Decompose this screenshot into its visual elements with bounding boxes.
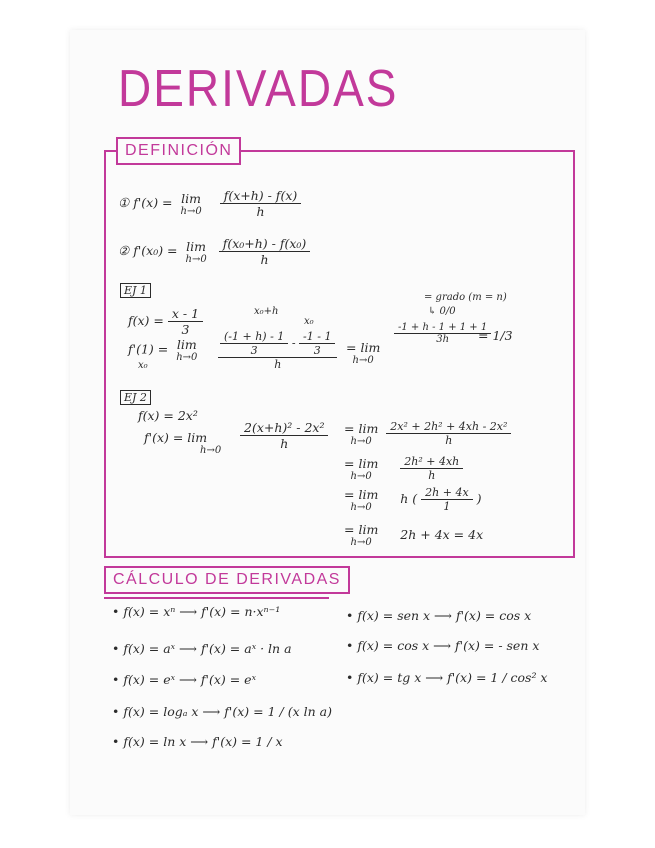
step-1-fraction xyxy=(386,420,511,447)
fraction-denominator: 1 xyxy=(443,500,451,513)
limit-sub: h→0 xyxy=(350,537,372,548)
derivative-lhs: f'(1) = xyxy=(128,341,169,357)
term-1 xyxy=(220,330,288,357)
definition-1-fraction xyxy=(220,188,302,219)
definition-1-lhs: f'(x) = xyxy=(133,195,173,210)
limit-word: f'(x) = lim xyxy=(144,430,208,445)
example-1-big-fraction xyxy=(218,330,337,371)
derivative-rule-tan: • f(x) = tg x ⟶ f'(x) = 1 / cos² x xyxy=(346,670,548,685)
step-2-fraction xyxy=(400,455,463,482)
derivative-rule-ln: • f(x) = ln x ⟶ f'(x) = 1 / x xyxy=(112,734,283,749)
big-fraction xyxy=(218,330,337,371)
limit-sub: h→0 xyxy=(176,352,198,363)
term-1-denominator: 3 xyxy=(250,344,258,357)
example-2-function: f(x) = 2x² xyxy=(138,408,198,423)
big-fraction-denominator: h xyxy=(274,358,282,371)
fraction-denominator: 3h xyxy=(436,334,450,345)
definition-2 xyxy=(118,236,310,267)
fraction-numerator: 2(x+h)² - 2x² xyxy=(240,420,328,436)
definition-label: DEFINICIÓN xyxy=(116,137,241,165)
function-fraction xyxy=(168,306,203,337)
derivative-rule-exponential: • f(x) = aˣ ⟶ f'(x) = aˣ · ln a xyxy=(112,641,292,656)
fraction-denominator: h xyxy=(260,252,269,267)
fraction-numerator: 2h² + 4xh xyxy=(400,455,463,469)
definition-1-limit xyxy=(181,191,202,217)
example-2-step-3 xyxy=(340,486,482,513)
step-4-expression: 2h + 4x = 4x xyxy=(400,526,484,542)
term-2 xyxy=(299,330,335,357)
definition-2-limit xyxy=(186,239,207,265)
step-3-prefix: h ( xyxy=(400,491,418,506)
limit-word: = lim xyxy=(344,455,379,471)
example-2-step-1 xyxy=(340,420,511,447)
example-2-step-2 xyxy=(340,455,463,482)
limit-sub: h→0 xyxy=(200,445,222,456)
example-2-derivative xyxy=(140,430,225,456)
example-1-function xyxy=(128,306,203,337)
limit-sub: h→0 xyxy=(350,470,372,482)
definition-1 xyxy=(118,188,301,219)
definition-2-lhs: f'(x₀) = xyxy=(133,243,178,258)
fraction-denominator: h xyxy=(445,434,453,447)
example-1-limit xyxy=(176,337,197,363)
example-1-result-fraction xyxy=(394,322,491,345)
fraction-numerator: 2h + 4x xyxy=(421,486,473,500)
limit-sub: h→0 xyxy=(180,205,202,217)
derivative-rule-power: • f(x) = xⁿ ⟶ f'(x) = n·xⁿ⁻¹ xyxy=(112,604,281,619)
limit-word: = lim xyxy=(344,522,379,537)
indeterminate-note: ↳ 0/0 xyxy=(428,306,456,317)
definition-1-number: ① xyxy=(118,195,130,210)
fraction-numerator: f(x₀+h) - f(x₀) xyxy=(219,236,311,252)
note-x0: x₀ xyxy=(304,316,314,327)
limit-sub: h→0 xyxy=(350,435,372,447)
note-x0-plus-h: x₀+h xyxy=(254,306,279,317)
limit-sub: h→0 xyxy=(352,355,374,366)
example-1-limit-2 xyxy=(342,340,384,366)
example-2-step-0 xyxy=(240,420,328,451)
fraction-denominator: h xyxy=(428,469,436,482)
limit-2 xyxy=(346,340,380,366)
step-4-limit xyxy=(344,522,378,548)
result-fraction xyxy=(394,322,491,345)
step-3-fraction xyxy=(421,486,473,513)
fraction-numerator: x - 1 xyxy=(168,306,203,322)
definition-2-number: ② xyxy=(118,243,130,258)
derivative-rule-log: • f(x) = logₐ x ⟶ f'(x) = 1 / (x ln a) xyxy=(112,704,332,719)
limit-word: = lim xyxy=(346,340,381,355)
term-2-numerator: -1 - 1 xyxy=(299,330,335,344)
example-1-tag: EJ 1 xyxy=(120,283,151,298)
fraction-denominator: h xyxy=(280,436,289,451)
big-fraction-numerator xyxy=(218,330,337,358)
step-1-limit xyxy=(344,421,378,447)
example-1-final: = 1/3 xyxy=(478,328,513,343)
limit-word: lim xyxy=(186,238,207,254)
fraction-denominator: h xyxy=(256,204,265,219)
derivative-rule-sin: • f(x) = sen x ⟶ f'(x) = cos x xyxy=(346,608,532,623)
step-3-limit xyxy=(344,487,378,513)
example-2-limit xyxy=(144,430,221,456)
definition-2-fraction xyxy=(219,236,311,267)
term-1-numerator: (-1 + h) - 1 xyxy=(220,330,288,344)
calculo-underline xyxy=(104,597,329,599)
limit-word: = lim xyxy=(344,486,379,502)
step-0-fraction xyxy=(240,420,328,451)
fraction-numerator: -1 + h - 1 + 1 + 1 xyxy=(394,322,491,334)
limit-word: lim xyxy=(176,337,197,352)
limit-word: = lim xyxy=(344,420,379,436)
grade-note: = grado (m = n) xyxy=(424,292,507,303)
note-x0-bottom: x₀ xyxy=(138,360,148,371)
step-3-close: ) xyxy=(476,491,482,506)
calculo-label: CÁLCULO DE DERIVADAS xyxy=(104,566,350,594)
example-2-tag: EJ 2 xyxy=(120,390,151,405)
fraction-numerator: 2x² + 2h² + 4xh - 2x² xyxy=(386,420,511,434)
fraction-numerator: f(x+h) - f(x) xyxy=(220,188,302,204)
page-title: DERIVADAS xyxy=(118,59,399,118)
fraction-denominator: 3 xyxy=(181,322,190,337)
minus-sign: - xyxy=(291,336,300,350)
function-lhs: f(x) = xyxy=(128,313,164,328)
limit-sub: h→0 xyxy=(185,253,207,265)
step-2-limit xyxy=(344,456,378,482)
derivative-rule-e: • f(x) = eˣ ⟶ f'(x) = eˣ xyxy=(112,672,257,687)
term-2-denominator: 3 xyxy=(313,344,321,357)
limit-sub: h→0 xyxy=(350,501,372,513)
derivative-rule-cos: • f(x) = cos x ⟶ f'(x) = - sen x xyxy=(346,638,540,653)
limit-word: lim xyxy=(181,190,202,206)
example-2-step-4 xyxy=(340,522,483,548)
